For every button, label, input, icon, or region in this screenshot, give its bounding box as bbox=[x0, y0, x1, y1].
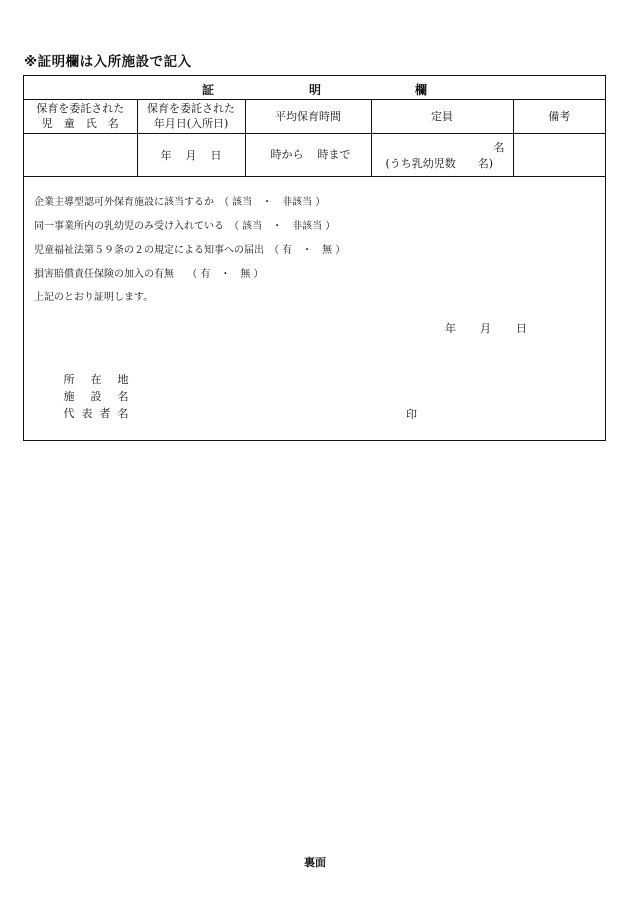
certificate-title bbox=[24, 76, 605, 100]
statement-notification: 児童福祉法第５９条の２の規定による知事への届出 （ 有 ・ 無 ） bbox=[34, 245, 346, 256]
header-remarks: 備考 bbox=[513, 99, 605, 134]
date-year-label: 年 bbox=[445, 322, 456, 335]
notice-heading: ※証明欄は入所施設で記入 bbox=[24, 54, 192, 70]
entry-date-cell[interactable]: 年 月 日 bbox=[137, 134, 245, 177]
statement-infants-only: 同一事業所内の乳幼児のみ受け入れている （ 該当 ・ 非該当 ） bbox=[34, 221, 336, 232]
statement-insurance: 損害賠償責任保険の加入の有無 （ 有 ・ 無 ） bbox=[34, 269, 264, 280]
remarks-cell[interactable] bbox=[513, 134, 605, 177]
statement-facility-type: 企業主導型認可外保育施設に該当するか （ 該当 ・ 非該当 ） bbox=[34, 197, 326, 208]
facility-name-label: 施 設 名 bbox=[63, 390, 129, 403]
table-header-row bbox=[24, 99, 605, 134]
address-label: 所 在 地 bbox=[63, 373, 129, 386]
header-avg-hours: 平均保育時間 bbox=[245, 99, 371, 134]
title-char-3: 欄 bbox=[415, 83, 428, 97]
table-row bbox=[24, 134, 605, 177]
avg-hours-cell[interactable]: 時から 時まで bbox=[245, 134, 371, 177]
certificate-frame bbox=[23, 75, 606, 441]
date-month-label: 月 bbox=[480, 322, 491, 335]
statement-certify: 上記のとおり証明します。 bbox=[34, 292, 154, 303]
header-child-name: 保育を委託された 児 童 氏 名 bbox=[24, 99, 137, 134]
certificate-table bbox=[24, 99, 605, 177]
child-name-cell[interactable] bbox=[24, 134, 137, 177]
title-char-1: 証 bbox=[202, 83, 215, 97]
representative-label: 代 表 者 名 bbox=[63, 407, 129, 420]
header-entry-date: 保育を委託された 年月日(入所日) bbox=[137, 99, 245, 134]
header-capacity: 定員 bbox=[371, 99, 513, 134]
title-char-2: 明 bbox=[309, 83, 322, 97]
capacity-cell[interactable]: 名 (うち乳幼児数 名) bbox=[371, 134, 513, 177]
date-day-label: 日 bbox=[516, 322, 527, 335]
seal-mark: 印 bbox=[406, 408, 417, 421]
page-footer: 裏面 bbox=[304, 856, 326, 869]
